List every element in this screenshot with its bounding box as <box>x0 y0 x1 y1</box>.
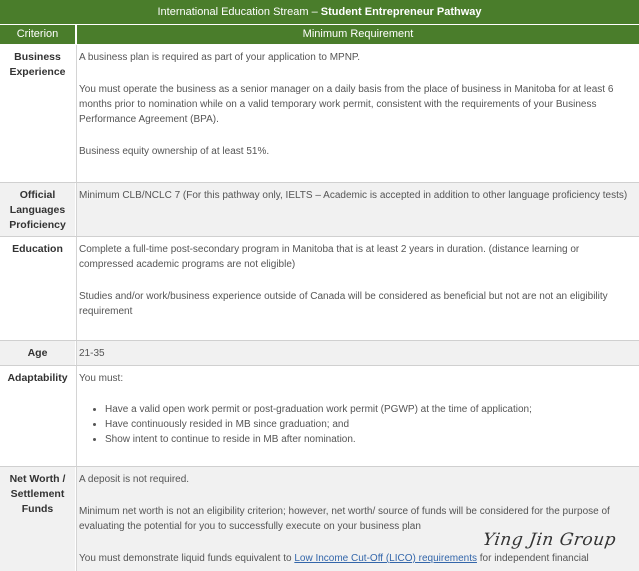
row-adaptability <box>0 366 639 466</box>
paragraph: Studies and/or work/business experience outside of Canada will be considered as beneficial but not are not an eligibility requirement <box>79 291 608 317</box>
adaptability-list <box>79 402 633 447</box>
row-label: Education <box>0 237 75 340</box>
row-label: Net Worth / Settlement Funds <box>0 467 75 571</box>
table-title <box>0 0 639 24</box>
text: for independent financial <box>476 553 589 564</box>
row-content <box>76 366 639 466</box>
paragraph: Minimum net worth is not an eligibility criterion; however, net worth/ source of funds will be considered for the purpose of evaluating the potential for you to successfully execute on your business plan <box>79 506 610 532</box>
row-content <box>76 467 639 571</box>
row-content <box>76 45 639 182</box>
row-label: Age <box>0 341 75 365</box>
row-label: Business Experience <box>0 45 75 182</box>
paragraph: Business equity ownership of at least 51%. <box>79 146 270 157</box>
row-business-experience <box>0 45 639 182</box>
list-item: Have continuously resided in MB since graduation; and <box>105 417 633 432</box>
header-criterion: Criterion <box>16 28 59 40</box>
row-content <box>76 237 639 340</box>
paragraph: A business plan is required as part of your application to MPNP. <box>79 52 361 63</box>
paragraph: You must: <box>79 373 124 384</box>
row-education <box>0 237 639 340</box>
table-header <box>0 25 639 44</box>
row-language-proficiency <box>0 183 639 236</box>
text: You must demonstrate liquid funds equivalent to <box>79 553 295 564</box>
row-label: Adaptability <box>0 366 75 466</box>
row-age <box>0 341 639 365</box>
table-title-pathway: Student Entrepreneur Pathway <box>320 6 482 18</box>
table-title-prefix: International Education Stream – <box>157 6 321 18</box>
header-requirement: Minimum Requirement <box>302 28 414 40</box>
paragraph: You must operate the business as a senior manager on a daily basis from the place of business in Manitoba for at least 6 months prior to nomination while on a valid temporary work permit, consistent with the requirements of your Business Performance Agreement (BPA). <box>79 84 614 125</box>
row-label: Official Languages Proficiency <box>0 183 75 236</box>
paragraph: A deposit is not required. <box>79 474 190 485</box>
watermark-logo: Ying Jin Group <box>481 530 618 550</box>
row-content <box>76 341 639 365</box>
paragraph <box>79 551 633 566</box>
paragraph: Complete a full-time post-secondary program in Manitoba that is at least 2 years in duration. (distance learning or compressed academic programs are not eligible) <box>79 244 580 270</box>
list-item: Have a valid open work permit or post-graduation work permit (PGWP) at the time of application; <box>105 402 633 417</box>
row-content <box>76 183 639 236</box>
row-net-worth <box>0 467 639 571</box>
list-item: Show intent to continue to reside in MB after nomination. <box>105 432 633 447</box>
paragraph: Minimum CLB/NCLC 7 (For this pathway only, IELTS – Academic is accepted in addition to other language proficiency tests) <box>79 190 628 201</box>
paragraph: 21-35 <box>79 348 105 359</box>
lico-requirements-link[interactable]: Low Income Cut-Off (LICO) requirements <box>294 553 477 564</box>
